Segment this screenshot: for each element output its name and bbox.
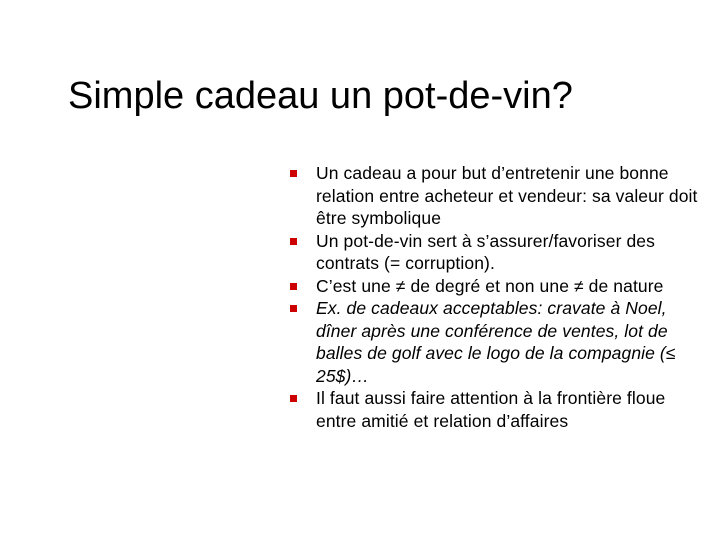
bullet-item-4 — [290, 297, 710, 387]
bullet-text: Ex. de cadeaux acceptables: cravate à Noel, dîner après une conférence de ventes, lot de balles de golf avec le logo de la compagnie (≤ 25$)… — [316, 298, 676, 386]
square-bullet-icon — [290, 170, 297, 177]
bullet-list — [290, 162, 710, 432]
bullet-item-2 — [290, 230, 710, 275]
bullet-item-3 — [290, 275, 710, 298]
square-bullet-icon — [290, 305, 297, 312]
bullet-item-1 — [290, 162, 710, 230]
bullet-text: Un cadeau a pour but d’entretenir une bonne relation entre acheteur et vendeur: sa valeur doit être symbolique — [316, 163, 698, 228]
bullet-item-5 — [290, 387, 710, 432]
bullet-text: C’est une ≠ de degré et non une ≠ de nature — [316, 275, 664, 296]
bullet-text: Un pot-de-vin sert à s’assurer/favoriser des contrats (= corruption). — [316, 230, 655, 273]
square-bullet-icon — [290, 395, 297, 402]
square-bullet-icon — [290, 238, 297, 245]
slide-title: Simple cadeau un pot-de-vin? — [68, 75, 573, 117]
bullet-text: Il faut aussi faire attention à la frontière floue entre amitié et relation d’affaires — [316, 388, 666, 431]
square-bullet-icon — [290, 283, 297, 290]
